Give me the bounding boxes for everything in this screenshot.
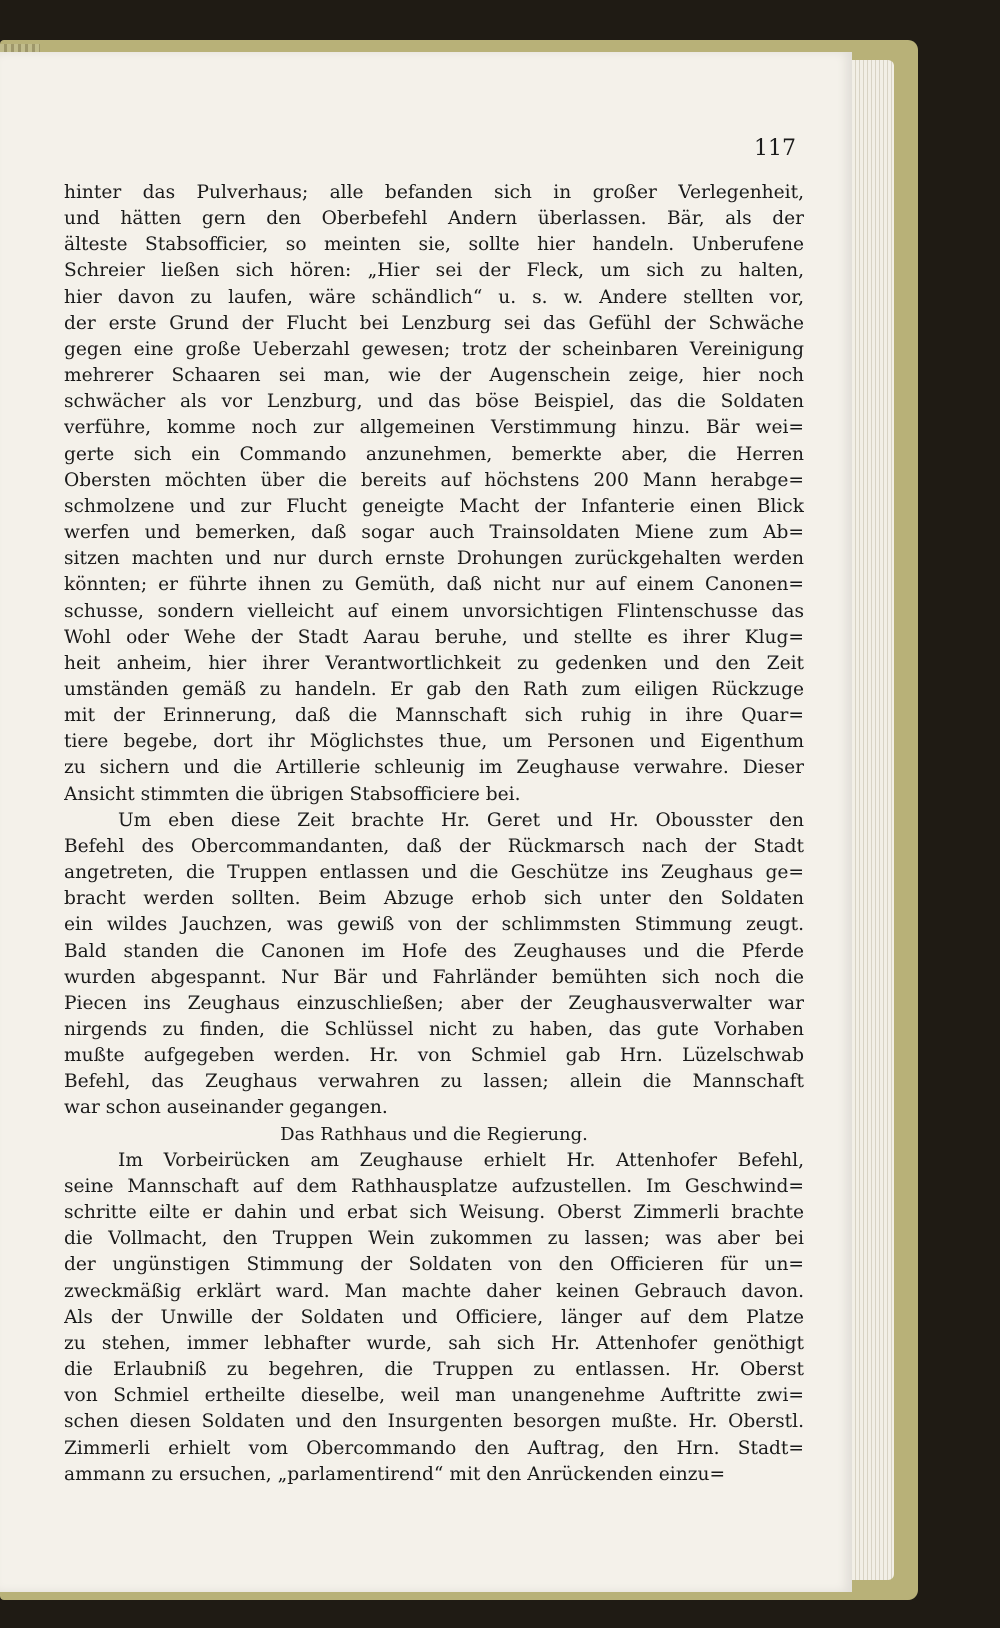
text-line: sitzen machten und nur durch ernste Drohungen zurückgehalten werden xyxy=(64,548,804,570)
text-line: bracht werden sollten. Beim Abzuge erhob sich unter den Soldaten xyxy=(64,888,804,910)
text-line: Befehl, das Zeughaus verwahren zu lassen; allein die Mannschaft xyxy=(64,1071,804,1093)
paragraph-1 xyxy=(64,180,804,808)
text-line: Wohl oder Wehe der Stadt Aarau beruhe, und stellte es ihrer Klug= xyxy=(64,626,804,648)
text-line: hinter das Pulverhaus; alle befanden sich in großer Verlegenheit, xyxy=(64,182,804,203)
page-stack-edge xyxy=(848,60,894,1580)
text-line: von Schmiel ertheilte dieselbe, weil man unangenehme Auftritte zwi= xyxy=(64,1385,804,1407)
text-line: nirgends zu finden, die Schlüssel nicht zu haben, das gute Vorhaben xyxy=(64,1019,804,1040)
text-line: Bald standen die Canonen im Hofe des Zeughauses und die Pferde xyxy=(64,940,804,962)
text-line: hier davon zu laufen, wäre schändlich“ u. s. w. Andere stellten vor, xyxy=(64,286,804,308)
text-line: schmolzene und zur Flucht geneigte Macht der Infanterie einen Blick xyxy=(64,495,804,517)
text-line: Zimmerli erhielt vom Obercommando den Auftrag, den Hrn. Stadt= xyxy=(64,1437,804,1459)
text-line: war schon auseinander gegangen. xyxy=(64,1097,388,1119)
text-line: der erste Grund der Flucht bei Lenzburg sei das Gefühl der Schwäche xyxy=(64,312,804,334)
text-line: Schreier ließen sich hören: „Hier sei der Fleck, um sich zu halten, xyxy=(64,260,804,282)
text-line: Piecen ins Zeughaus einzuschließen; aber der Zeughausverwalter war xyxy=(64,992,804,1014)
text-line: seine Mannschaft auf dem Rathhausplatze aufzustellen. Im Geschwind= xyxy=(64,1175,804,1197)
text-line: schwächer als vor Lenzburg, und das böse Beispiel, das die Soldaten xyxy=(64,391,804,413)
page-number: 117 xyxy=(754,136,796,161)
text-line: zweckmäßig erklärt ward. Man machte daher keinen Gebrauch davon. xyxy=(64,1280,804,1302)
text-line: schen diesen Soldaten und den Insurgenten besorgen mußte. Hr. Oberstl. xyxy=(64,1411,804,1433)
section-heading: Das Rathhaus und die Regierung. xyxy=(280,1123,588,1145)
text-line: werfen und bemerken, daß sogar auch Trainsoldaten Miene zum Ab= xyxy=(64,522,804,544)
text-line: wurden abgespannt. Nur Bär und Fahrländer bemühten sich noch die xyxy=(64,966,804,988)
text-line: mußte aufgegeben werden. Hr. von Schmiel gab Hrn. Lüzelschwab xyxy=(64,1045,804,1067)
text-line: die Erlaubniß zu begehren, die Truppen zu entlassen. Hr. Oberst xyxy=(64,1359,804,1381)
text-line: und hätten gern den Oberbefehl Andern überlassen. Bär, als der xyxy=(64,208,804,230)
page-text xyxy=(64,180,804,1488)
text-line: die Vollmacht, den Truppen Wein zukommen zu lassen; was aber bei xyxy=(64,1228,804,1250)
text-line: umständen gemäß zu handeln. Er gab den Rath zum eiligen Rückzuge xyxy=(64,678,804,700)
text-line: zu stehen, immer lebhafter wurde, sah sich Hr. Attenhofer genöthigt xyxy=(64,1332,804,1354)
book-page xyxy=(0,52,852,1592)
text-line: der ungünstigen Stimmung der Soldaten von den Officieren für un= xyxy=(64,1254,804,1276)
text-line: mehrerer Schaaren sei man, wie der Augenschein zeige, hier noch xyxy=(64,365,804,387)
text-line: Befehl des Obercommandanten, daß der Rückmarsch nach der Stadt xyxy=(64,835,804,857)
text-line: angetreten, die Truppen entlassen und die Geschütze ins Zeughaus ge= xyxy=(64,862,804,884)
text-line: tiere begebe, dort ihr Möglichstes thue, um Personen und Eigenthum xyxy=(64,731,804,753)
text-line: Um eben diese Zeit brachte Hr. Geret und Hr. Obousster den xyxy=(118,809,804,831)
text-line: heit anheim, hier ihrer Verantwortlichkeit zu gedenken und den Zeit xyxy=(64,652,804,674)
text-line: mit der Erinnerung, daß die Mannschaft sich ruhig in ihre Quar= xyxy=(64,705,804,727)
text-line: ammann zu ersuchen, „parlamentirend“ mit den Anrückenden einzu= xyxy=(64,1463,726,1485)
text-line: gerte sich ein Commando anzunehmen, bemerkte aber, die Herren xyxy=(64,443,804,465)
text-line: könnten; er führte ihnen zu Gemüth, daß nicht nur auf einem Canonen= xyxy=(64,574,804,596)
text-line: Als der Unwille der Soldaten und Officiere, länger auf dem Platze xyxy=(64,1306,804,1328)
text-line: Im Vorbeirücken am Zeughause erhielt Hr. Attenhofer Befehl, xyxy=(118,1149,804,1171)
text-line: schusse, sondern vielleicht auf einem unvorsichtigen Flintenschusse das xyxy=(64,600,804,622)
paragraph-3 xyxy=(64,1148,804,1488)
text-line: schritte eilte er dahin und erbat sich Weisung. Oberst Zimmerli brachte xyxy=(64,1202,804,1224)
text-line: verführe, komme noch zur allgemeinen Verstimmung hinzu. Bär wei= xyxy=(64,417,804,439)
text-line: gegen eine große Ueberzahl gewesen; trotz der scheinbaren Vereinigung xyxy=(64,338,804,360)
text-line: Ansicht stimmten die übrigen Stabsofficiere bei. xyxy=(64,783,521,805)
text-line: Obersten möchten über die bereits auf höchstens 200 Mann herabge= xyxy=(64,469,804,491)
text-line: älteste Stabsofficier, so meinten sie, sollte hier handeln. Unberufene xyxy=(64,234,804,256)
text-line: ein wildes Jauchzen, was gewiß von der schlimmsten Stimmung zeugt. xyxy=(64,914,804,936)
paragraph-2 xyxy=(64,808,804,1122)
text-line: zu sichern und die Artillerie schleunig im Zeughause verwahre. Dieser xyxy=(64,757,804,779)
